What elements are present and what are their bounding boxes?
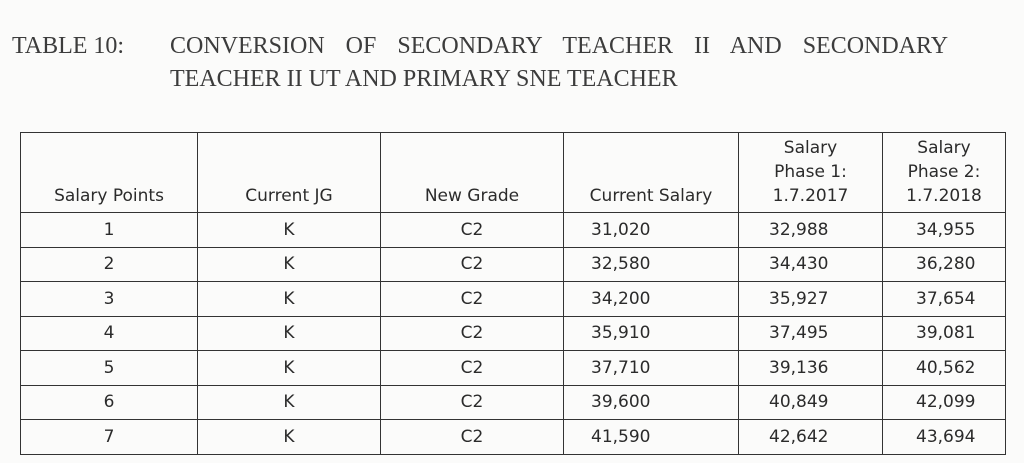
header-phase2-line3: 1.7.2018 bbox=[906, 186, 982, 206]
cell-phase2-salary: 36,280 bbox=[883, 247, 1006, 282]
cell-new-grade: C2 bbox=[381, 316, 564, 351]
cell-new-grade: C2 bbox=[381, 247, 564, 282]
header-phase2-line1: Salary bbox=[917, 138, 971, 158]
cell-phase1-salary: 40,849 bbox=[739, 385, 883, 420]
caption-line-1: CONVERSION OF SECONDARY TEACHER II AND SECONDARY bbox=[170, 33, 949, 59]
cell-phase2-salary: 42,099 bbox=[883, 385, 1006, 420]
cell-phase1-salary: 37,495 bbox=[739, 316, 883, 351]
header-row bbox=[21, 133, 1006, 213]
cell-phase1-salary: 39,136 bbox=[739, 351, 883, 386]
cell-new-grade: C2 bbox=[381, 420, 564, 455]
header-new-grade: New Grade bbox=[381, 133, 564, 213]
cell-new-grade: C2 bbox=[381, 351, 564, 386]
header-current-jg: Current JG bbox=[198, 133, 381, 213]
cell-salary-point: 2 bbox=[21, 247, 198, 282]
cell-salary-point: 4 bbox=[21, 316, 198, 351]
cell-current-jg: K bbox=[198, 385, 381, 420]
header-salary-points: Salary Points bbox=[21, 133, 198, 213]
cell-current-salary: 39,600 bbox=[564, 385, 739, 420]
cell-current-salary: 32,580 bbox=[564, 247, 739, 282]
cell-new-grade: C2 bbox=[381, 282, 564, 317]
cell-current-jg: K bbox=[198, 420, 381, 455]
cell-phase2-salary: 43,694 bbox=[883, 420, 1006, 455]
cell-current-jg: K bbox=[198, 282, 381, 317]
table-row bbox=[21, 213, 1006, 248]
cell-salary-point: 3 bbox=[21, 282, 198, 317]
cell-phase1-salary: 32,988 bbox=[739, 213, 883, 248]
table-row bbox=[21, 385, 1006, 420]
cell-phase2-salary: 37,654 bbox=[883, 282, 1006, 317]
cell-phase1-salary: 42,642 bbox=[739, 420, 883, 455]
cell-salary-point: 5 bbox=[21, 351, 198, 386]
cell-salary-point: 6 bbox=[21, 385, 198, 420]
cell-current-jg: K bbox=[198, 351, 381, 386]
cell-phase2-salary: 39,081 bbox=[883, 316, 1006, 351]
header-salary-phase-2 bbox=[883, 133, 1006, 213]
table-row bbox=[21, 351, 1006, 386]
table-number: TABLE 10: bbox=[12, 33, 125, 59]
cell-phase2-salary: 40,562 bbox=[883, 351, 1006, 386]
header-salary-phase-1 bbox=[739, 133, 883, 213]
cell-new-grade: C2 bbox=[381, 385, 564, 420]
caption-line-2: TEACHER II UT AND PRIMARY SNE TEACHER bbox=[170, 66, 678, 92]
cell-current-salary: 37,710 bbox=[564, 351, 739, 386]
table-row bbox=[21, 420, 1006, 455]
header-phase2-line2: Phase 2: bbox=[907, 162, 981, 182]
header-current-salary: Current Salary bbox=[564, 133, 739, 213]
header-phase1-line1: Salary bbox=[783, 138, 838, 158]
cell-current-jg: K bbox=[198, 316, 381, 351]
cell-phase2-salary: 34,955 bbox=[883, 213, 1006, 248]
cell-current-jg: K bbox=[198, 213, 381, 248]
cell-salary-point: 1 bbox=[21, 213, 198, 248]
cell-salary-point: 7 bbox=[21, 420, 198, 455]
cell-current-salary: 31,020 bbox=[564, 213, 739, 248]
cell-new-grade: C2 bbox=[381, 213, 564, 248]
cell-current-salary: 34,200 bbox=[564, 282, 739, 317]
cell-phase1-salary: 35,927 bbox=[739, 282, 883, 317]
header-phase1-line2: Phase 1: bbox=[774, 162, 847, 182]
salary-conversion-table bbox=[20, 132, 1006, 455]
cell-current-salary: 41,590 bbox=[564, 420, 739, 455]
table-row bbox=[21, 316, 1006, 351]
table-row bbox=[21, 282, 1006, 317]
header-phase1-line3: 1.7.2017 bbox=[772, 186, 849, 206]
cell-current-jg: K bbox=[198, 247, 381, 282]
cell-phase1-salary: 34,430 bbox=[739, 247, 883, 282]
cell-current-salary: 35,910 bbox=[564, 316, 739, 351]
table-row bbox=[21, 247, 1006, 282]
